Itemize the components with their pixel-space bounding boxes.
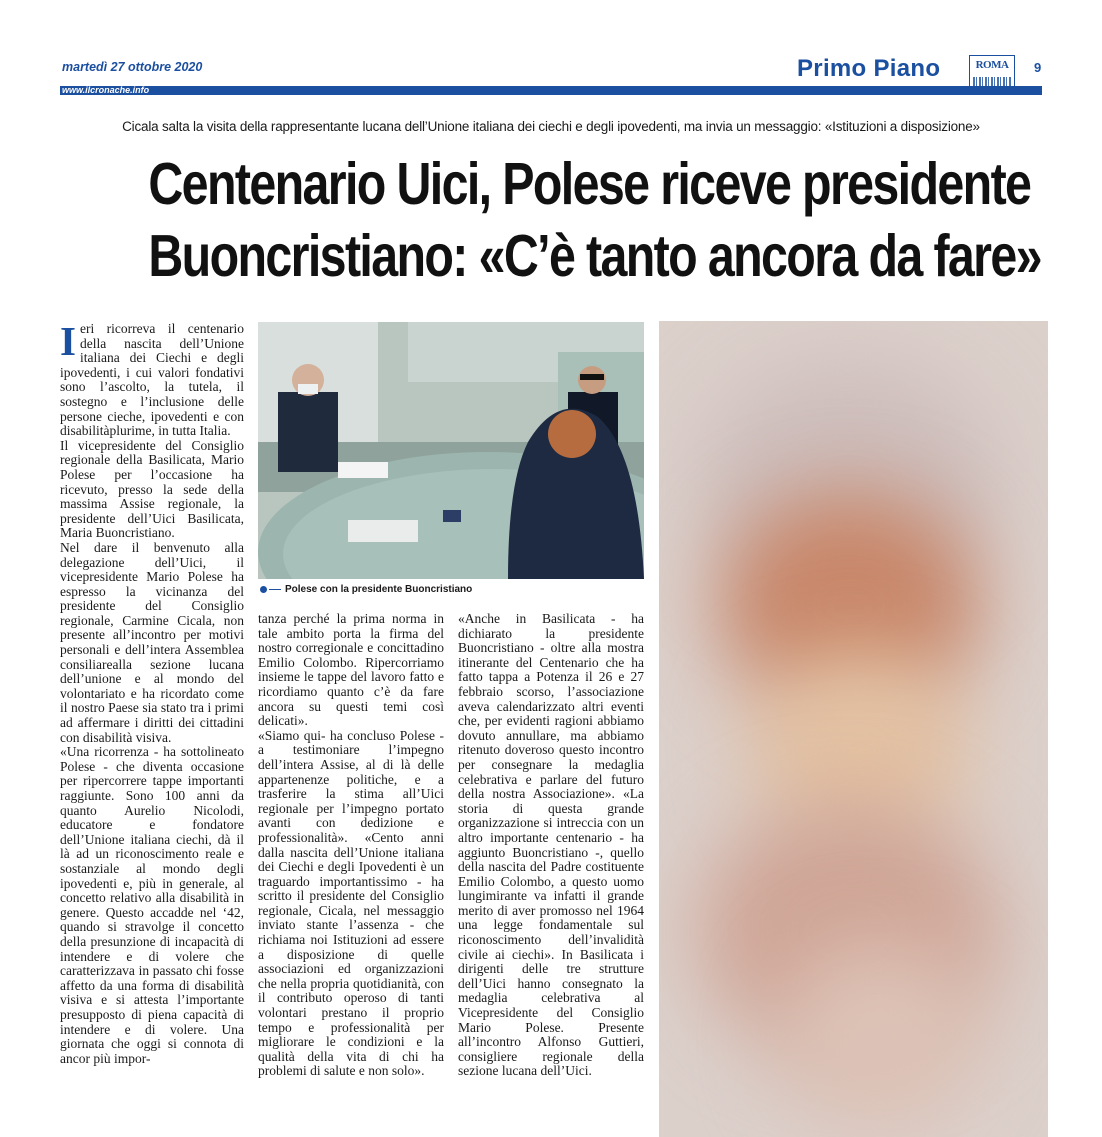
paragraph: «Una ricorrenza - ha sottolineato Polese - che diventa occasione per ripercorrere tappe importanti raggiunte. Sono 100 anni da quanto Aurelio Nicolodi, educatore e fondatore dell’Unione italiana ciechi, dà il là ad un riconoscimento reale e sostanziale al mondo degli ipovedenti e, più in generale, al concetto relativo alla disabilità in genere. Questo accadde nel ‘42, quando si stravolge il concetto della presunzione di incapacità di intendere e di volere che caratterizzava in passato chi fosse affetto da una forma di disabilità visiva e si attesta l’importante presupposto di piena capacità di intendere e di volere. Una giornata che oggi si connota di ancor più impor- xyxy=(60,744,244,1066)
article-kicker: Cicala salta la visita della rappresentante lucana dell’Unione italiana dei ciechi e degli ipovedenti, ma invia un messaggio: «Istituzioni a disposizione» xyxy=(122,119,980,134)
article-column-2 xyxy=(258,612,444,1079)
article-headline xyxy=(148,148,1041,292)
drop-cap: I xyxy=(60,318,76,364)
article-column-3 xyxy=(458,612,644,1079)
paragraph: «Siamo qui- ha concluso Polese - a testimoniare l’impegno dell’intera Assise, al di là delle appartenenze politiche, e a trasferire la stima all’Uici regionale per l’impegno portato avanti con dedizione e professionalità». «Cento anni dalla nascita dell’Unione italiana dei Ciechi e degli Ipovedenti è un traguardo importantissimo - ha scritto il presidente del Consiglio regionale, Cicala, nel messaggio inviato stante l’assenza - che richiama noi Istituzioni ad essere a disposizione di quelle associazioni ed organizzazioni che nella propria quotidianità, con il contributo operoso di tanti volontari prestano il proprio tempo e professionalità per migliorare le condizioni e la qualità della vita di chi ha problemi di salute e non solo». xyxy=(258,727,444,1079)
paragraph xyxy=(60,318,244,439)
header-bar xyxy=(60,85,1042,95)
page-number: 9 xyxy=(1034,60,1042,75)
website-url[interactable]: www.ilcronache.info xyxy=(62,85,150,95)
caption-line xyxy=(269,589,281,590)
article-column-1 xyxy=(60,318,244,1066)
headline-line-1: Centenario Uici, Polese riceve presidente xyxy=(148,151,1031,217)
logo-text: ROMA xyxy=(975,59,1009,71)
headline-line-2: Buoncristiano: «C’è tanto ancora da fare» xyxy=(148,223,1041,289)
paragraph: «Anche in Basilicata - ha dichiarato la presidente Buoncristiano - oltre alla mostra itinerante del Centenario che ha fatto tappa a Potenza il 26 e 27 febbraio scorso, l’associazione aveva calendarizzato altri eventi che, per evidenti ragioni abbiamo dovuto annullare, ma abbiamo ritenuto doveroso questo incontro per consegnare la medaglia celebrativa e parlare del futuro della nostra Associazione». «La storia di questa grande organizzazione si intreccia con un altro importante centenario - ha aggiunto Buoncristiano -, quello della nascita del Padre costituente Emilio Colombo, a questo uomo lungimirante va infatti il grande merito di aver promosso nel 1964 una legge fondamentale sul riconoscimento dell’invalidità civile ai ciechi». In Basilicata i dirigenti delle tre strutture dell’Uici hanno consegnato la medaglia celebrativa al Vicepresidente del Consiglio Mario Polese. Presente all’incontro Alfonso Guttieri, consigliere regionale della sezione lucana dell’Uici. xyxy=(458,611,644,1079)
section-title: Primo Piano xyxy=(797,55,941,82)
issue-date: martedì 27 ottobre 2020 xyxy=(62,60,203,74)
paragraph: tanza perché la prima norma in tale ambito porta la firma del nostro corregionale e concittadino Emilio Colombo. Ripercorriamo insieme le tappe del lavoro fatto e ricordiamo quanto c’è da fare ancora su questi temi così delicati». xyxy=(258,611,444,729)
article-photo xyxy=(258,322,644,579)
paragraph: Il vicepresidente del Consiglio regionale della Basilicata, Mario Polese per l’occasione ha ricevuto, presso la sede della massima Assise regionale, la presidente dell’Uici Basilicata, Maria Buoncristiano. xyxy=(60,437,244,541)
blurred-advertisement xyxy=(659,321,1048,1137)
caption-text: Polese con la presidente Buoncristiano xyxy=(285,584,473,595)
photo-caption xyxy=(260,584,472,595)
meeting-photo-illustration xyxy=(258,322,644,579)
caption-bullet-icon xyxy=(260,586,267,593)
paragraph: Nel dare il benvenuto alla delegazione dell’Uici, il vicepresidente Mario Polese ha espresso la vicinanza del presidente del Consiglio regionale, Carmine Cicala, non presente all’incontro per motivi personali e dell’intera Assemblea consiliarealla sezione lucana dell’unione e al mondo del volontariato e ha ricordato come il nostro Paese sia stato tra i primi ad affermare i diritti dei cittadini con disabilità visiva. xyxy=(60,539,244,745)
paragraph-text: eri ricorreva il centenario della nascita dell’Unione italiana dei Ciechi e degli ipovedenti, i cui valori fondativi sono l’ascolto, la tutela, il sostegno e l’inclusione delle persone cieche, ipovedenti e con disabilitàplurime, in tutta Italia. xyxy=(60,321,244,439)
